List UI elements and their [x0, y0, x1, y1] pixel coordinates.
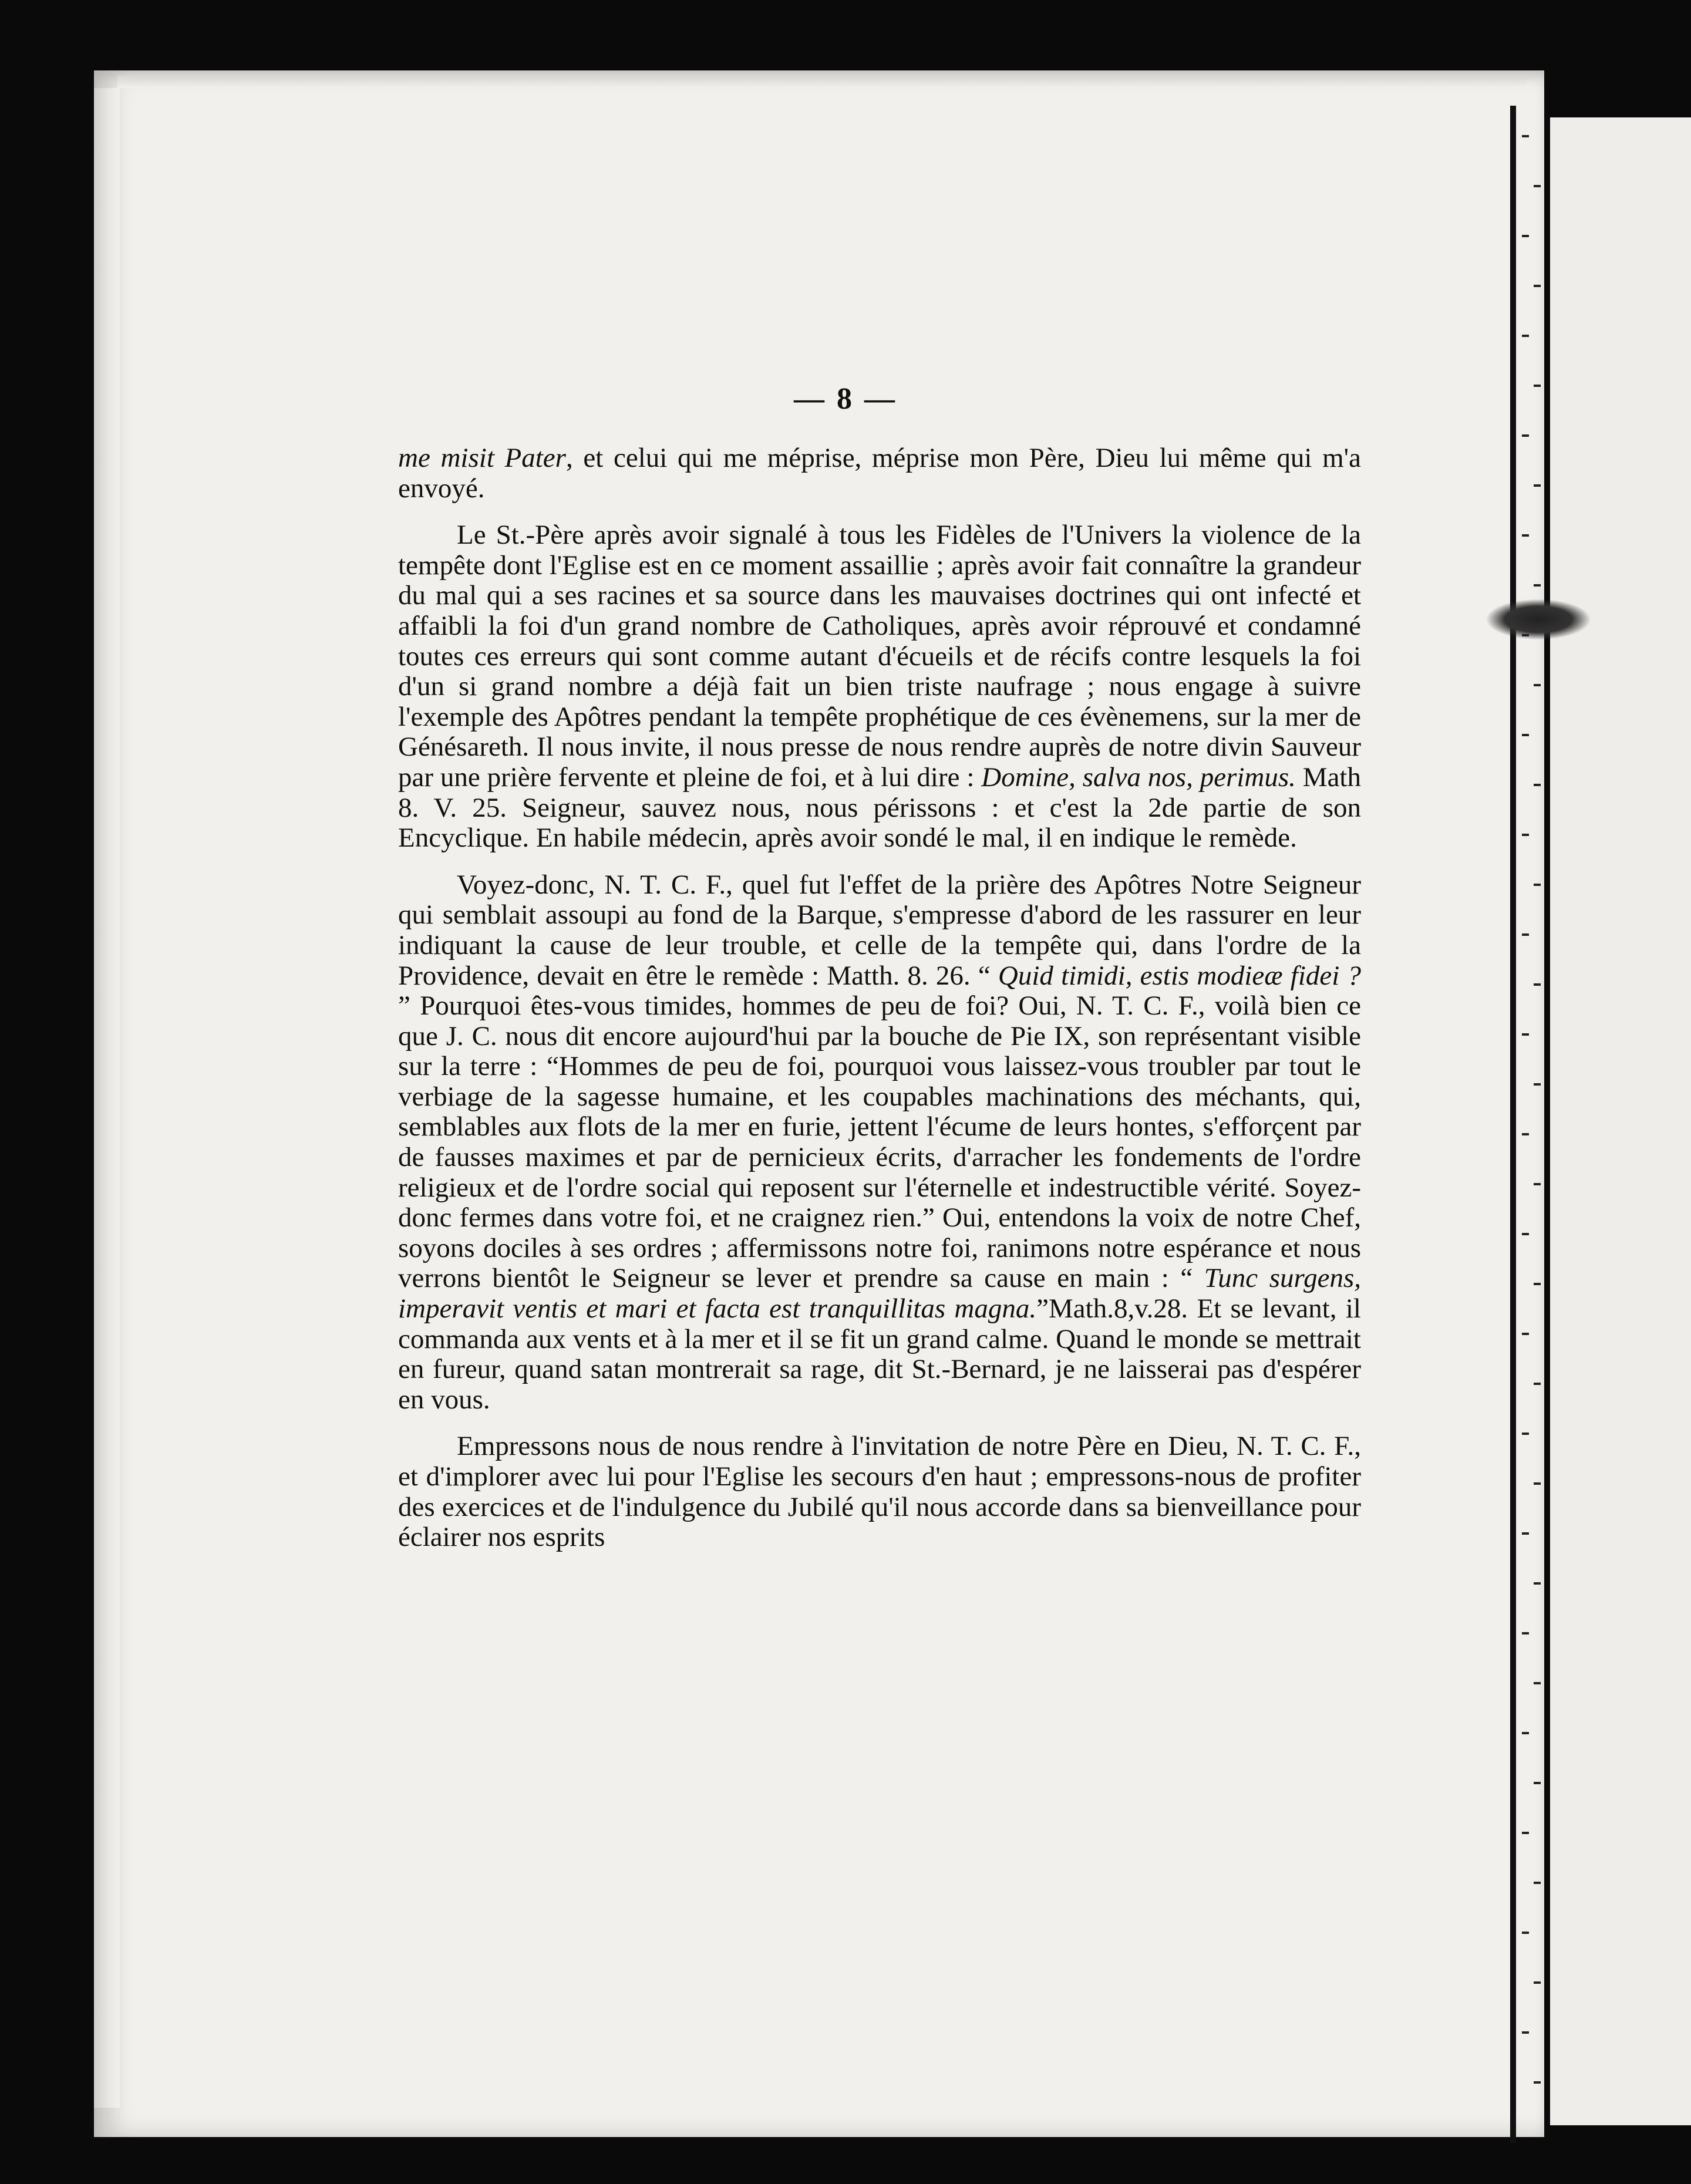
binding-stitch — [1534, 983, 1541, 986]
binding-stitch — [1522, 734, 1529, 736]
paragraph — [398, 870, 1361, 1415]
binding-stitch — [1522, 235, 1529, 237]
binding-stitch — [1534, 1682, 1541, 1684]
text-run: Empressons nous de nous rendre à l'invitation de notre Père en Dieu, N. T. C. F., et d'implorer avec lui pour l'Eglise les secours d'en haut ; empressons-nous de profiter des exercices et de l'indulgence du Jubilé qu'il nous accorde dans sa bienveillance pour éclairer nos esprits — [398, 1431, 1361, 1553]
latin-quote: Domine, salva nos, perimus. — [981, 761, 1296, 793]
binding-stitch — [1534, 285, 1541, 287]
binding-stitch — [1534, 185, 1541, 187]
binding-stitch — [1522, 1632, 1529, 1634]
binding-stitch — [1534, 1183, 1541, 1185]
text-run: , et celui qui me méprise, méprise mon Père, Dieu lui même qui m'a envoyé. — [398, 443, 1361, 504]
binding-stitch — [1522, 434, 1529, 437]
binding-stitch — [1522, 1433, 1529, 1435]
binding-stitch — [1522, 1333, 1529, 1335]
binding-stitch — [1534, 1283, 1541, 1285]
binding-stitch — [1534, 884, 1541, 886]
binding-stitch — [1534, 584, 1541, 587]
binding-stitch — [1534, 1882, 1541, 1884]
binding-stitch — [1522, 634, 1529, 636]
paragraph — [398, 520, 1361, 854]
binding-stitch — [1534, 385, 1541, 387]
binding-stitch — [1534, 1582, 1541, 1585]
binding-clip — [1485, 599, 1591, 640]
text-run: Le St.-Père après avoir signalé à tous les Fidèles de l'Univers la violence de la tempête dont l'Eglise est en ce moment assaillie ; après avoir fait connaître la grandeur du mal qui a ses racines et sa source dans les mauvaises doctrines qui ont infecté et affaibli la foi d'un grand nombre de Catholiques, après avoir réprouvé et condamné toutes ces erreurs qui sont comme autant d'écueils et de récifs contre lesquels la foi d'un si grand nombre a déjà fait un bien triste naufrage ; nous engage à suivre l'exemple des Apôtres pendant la tempête prophétique de ces évènemens, sur la mer de Génésareth. Il nous invite, il nous presse de nous rendre auprès de notre divin Sauveur par une prière fervente et pleine de foi, et à lui dire : — [398, 520, 1361, 793]
binding-stitch — [1522, 1133, 1529, 1135]
binding-stitch — [1522, 933, 1529, 936]
text-run: ” Pourquoi êtes-vous timides, hommes de peu de foi? Oui, N. T. C. F., voilà bien ce que J. C. nous dit encore aujourd'hui par la bouche de Pie IX, son représentant visible sur la terre : “Hommes de peu de foi, pourquoi vous laissez-vous troubler par tout le verbiage de la sagesse humaine, et les coupables machinations des méchants, qui, semblables aux flots de la mer en furie, jettent l'écume de leurs hontes, s'efforçent par de fausses maximes et par de pernicieux écrits, d'arracher les fondements de l'ordre religieux et de l'ordre social qui reposent sur l'éternelle et indestructible vérité. Soyez-donc fermes dans votre foi, et ne craignez rien.” Oui, entendons la voix de notre Chef, soyons dociles à ses ordres ; affermissons notre foi, ranimons notre espérance et nous verrons bientôt le Seigneur se lever et prendre sa cause en main : “ — [398, 990, 1361, 1294]
paragraph — [398, 1431, 1361, 1552]
binding-stitch — [1534, 1981, 1541, 1984]
binding-stitch — [1534, 2081, 1541, 2084]
latin-quote: me misit Pater — [398, 443, 566, 473]
text-run: Math 8. V. 25. Seigneur, sauvez nous, nous périssons : et c'est la 2de partie de son Encyclique. En habile médecin, après avoir sondé le mal, il en indique le remède. — [398, 761, 1361, 854]
binding-stitch — [1534, 684, 1541, 686]
binding-stitch — [1534, 1482, 1541, 1485]
binding-stitch — [1522, 1233, 1529, 1235]
binding-stitch — [1522, 135, 1529, 137]
binding-stitch — [1534, 1782, 1541, 1784]
binding-stitch — [1522, 335, 1529, 337]
binding-stitch — [1522, 1732, 1529, 1734]
latin-quote: Quid timidi, estis modieæ fidei ? — [998, 960, 1361, 991]
binding-stitch — [1522, 2031, 1529, 2034]
binding-stitch — [1522, 1033, 1529, 1036]
binding-stitch — [1522, 534, 1529, 537]
latin-quote: Tunc surgens, imperavit ventis et mari et facta est tranquillitas magna. — [398, 1263, 1361, 1324]
binding-stitch — [1522, 834, 1529, 836]
binding-stitch — [1534, 784, 1541, 786]
binding-stitch — [1522, 1832, 1529, 1834]
binding-stitch — [1534, 1083, 1541, 1086]
binding-stitch — [1522, 1532, 1529, 1535]
binding-stitch — [1534, 484, 1541, 487]
paragraph — [398, 443, 1361, 504]
binding-stitch — [1522, 1932, 1529, 1934]
body-text — [398, 443, 1361, 1553]
text-run: ”Math.8,v.28. Et se levant, il commanda aux vents et à la mer et il se fit un grand calme. Quand le monde se mettrait en fureur, quand satan montrerait sa rage, dit St.-Bernard, je ne laisserai pas d'espérer en vous. — [398, 1293, 1361, 1415]
binding-stitch — [1534, 1383, 1541, 1385]
page-number: — 8 — — [794, 382, 897, 416]
adjacent-page-edge — [1550, 117, 1691, 2125]
text-run: Voyez-donc, N. T. C. F., quel fut l'effet de la prière des Apôtres Notre Seigneur qui semblait assoupi au fond de la Barque, s'empresse d'abord de les rassurer en leur indiquant la cause de leur trouble, et celle de la tempête qui, dans l'ordre de la Providence, devait en être le remède : Matth. 8. 26. “ — [398, 869, 1361, 991]
page-top-shadow — [117, 75, 1527, 88]
